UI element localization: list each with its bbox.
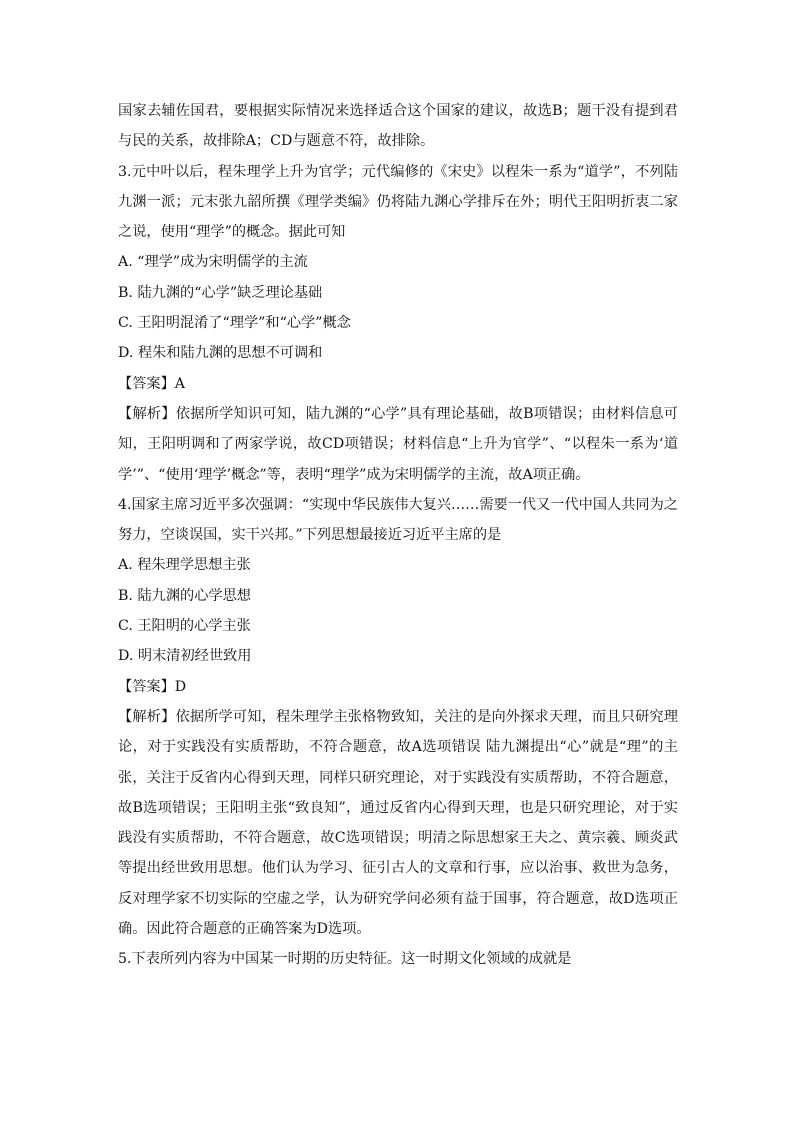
question-4-option-b: B. 陆九渊的心学思想	[118, 587, 251, 604]
question-3-answer: 【答案】A	[118, 375, 185, 392]
document-page	[118, 96, 678, 975]
question-3-option-d: D. 程朱和陆九渊的思想不可调和	[118, 345, 323, 362]
question-3-option-c: C. 王阳明混淆了“理学”和“心学”概念	[118, 315, 351, 332]
question-3-stem: 3.元中叶以后，程朱理学上升为官学；元代编修的《宋史》以程朱一系为“道学”，不列陆九渊一派；元末张九韶所撰《理学类编》仍将陆九渊心学排斥在外；明代王阳明折衷二家之说，使用“理学”的概念。据此可知	[118, 163, 678, 241]
question-4-answer: 【答案】D	[118, 678, 187, 695]
question-4-option-c: C. 王阳明的心学主张	[118, 618, 251, 635]
question-3-option-a: A. “理学”成为宋明儒学的主流	[118, 254, 308, 271]
question-4-option-d: D. 明末清初经世致用	[118, 648, 252, 665]
question-3-explanation: 【解析】依据所学知识可知，陆九渊的“心学”具有理论基础，故B项错误；由材料信息可知，王阳明调和了两家学说，故CD项错误；材料信息“上升为官学”、“以程朱一系为‘道学’”、“使用‘理学’概念”等，表明“理学”成为宋明儒学的主流，故A项正确。	[118, 405, 678, 483]
paragraph-prev-explanation-tail: 国家去辅佐国君，要根据实际情况来选择适合这个国家的建议，故选B；题干没有提到君与民的关系，故排除A；CD与题意不符，故排除。	[118, 103, 678, 150]
question-4-explanation: 【解析】依据所学可知，程朱理学主张格物致知，关注的是向外探求天理，而且只研究理论，对于实践没有实质帮助，不符合题意，故A选项错误 陆九渊提出“心”就是“理”的主张，关注于反省内心得到天理，同样只研究理论，对于实践没有实质帮助，不符合题意，故B选项错误；王阳明主张“致良知”，通过反省内心得到天理，也是只研究理论，对于实践没有实质帮助，不符合题意，故C选项错误；明清之际思想家王夫之、黄宗羲、顾炎武等提出经世致用思想。他们认为学习、征引古人的文章和行事，应以治事、救世为急务，反对理学家不切实际的空虚之学，认为研究学问必须有益于国事，符合题意，故D选项正确。因此符合题意的正确答案为D选项。	[118, 708, 678, 938]
question-5-stem: 5.下表所列内容为中国某一时期的历史特征。这一时期文化领域的成就是	[118, 951, 572, 968]
question-4-option-a: A. 程朱理学思想主张	[118, 557, 251, 574]
question-3-option-b: B. 陆九渊的“心学”缺乏理论基础	[118, 284, 323, 301]
question-4-stem: 4.国家主席习近平多次强调：“实现中华民族伟大复兴……需要一代又一代中国人共同为之努力，空谈误国，实干兴邦。”下列思想最接近习近平主席的是	[118, 496, 678, 544]
